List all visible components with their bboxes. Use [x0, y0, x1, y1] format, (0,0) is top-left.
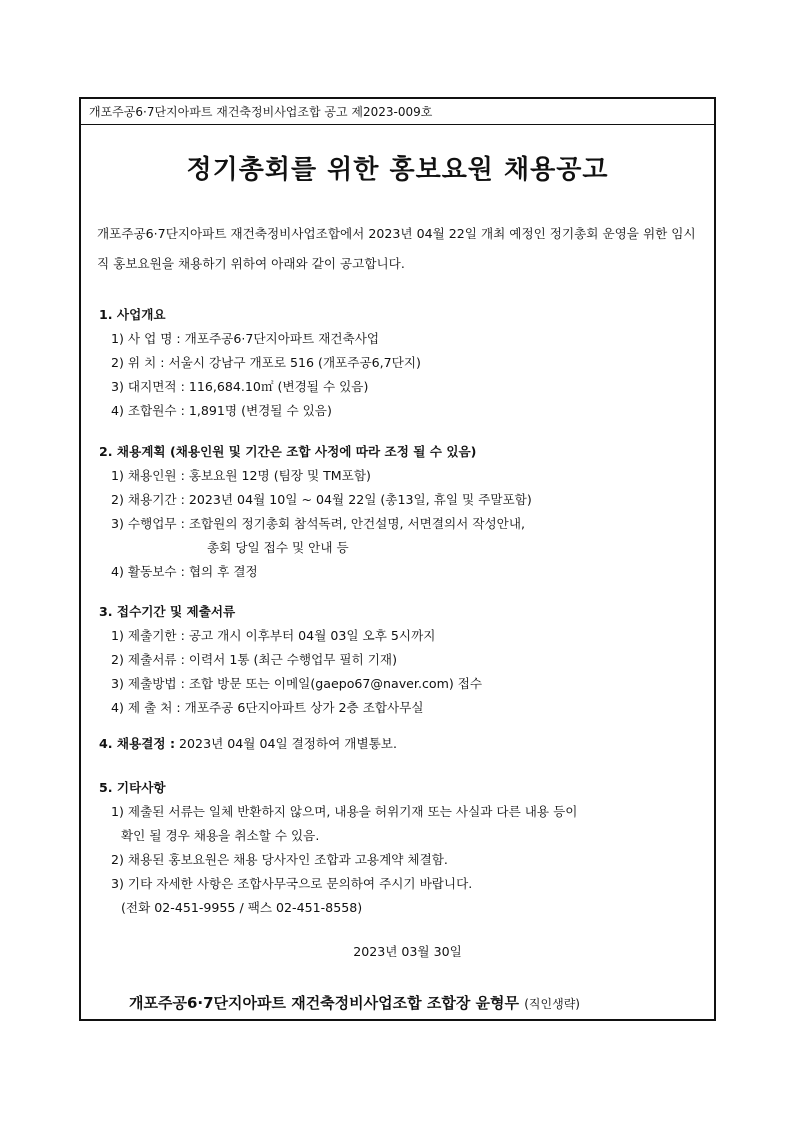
section-1-item: 1) 사 업 명 : 개포주공6·7단지아파트 재건축사업 — [111, 331, 380, 346]
notice-number: 개포주공6·7단지아파트 재건축정비사업조합 공고 제2023-009호 — [89, 105, 433, 119]
signature-text: 개포주공6·7단지아파트 재건축정비사업조합 조합장 윤형무 — [129, 994, 520, 1012]
section-3-title: 3. 접수기간 및 제출서류 — [99, 604, 236, 619]
section-3-item: 4) 제 출 처 : 개포주공 6단지아파트 상가 2층 조합사무실 — [111, 700, 424, 715]
section-3-item: 3) 제출방법 : 조합 방문 또는 이메일(gaepo67@naver.com) 접수 — [111, 676, 483, 691]
section-5-item: 2) 채용된 홍보요원은 채용 당사자인 조합과 고용계약 체결함. — [111, 852, 448, 867]
section-2-item: 1) 채용인원 : 홍보요원 12명 (팀장 및 TM포함) — [111, 468, 371, 483]
section-1-item: 2) 위 치 : 서울시 강남구 개포로 516 (개포주공6,7단지) — [111, 355, 421, 370]
intro-paragraph: 개포주공6·7단지아파트 재건축정비사업조합에서 2023년 04월 22일 개최 예정인 정기총회 운영을 위한 임시직 홍보요원을 채용하기 위하여 아래와 같이 공고합니다. — [97, 226, 696, 271]
section-1-item: 4) 조합원수 : 1,891명 (변경될 수 있음) — [111, 403, 332, 418]
section-2-item-continued: 총회 당일 접수 및 안내 등 — [207, 540, 349, 555]
section-2-item: 3) 수행업무 : 조합원의 정기총회 참석독려, 안건설명, 서면결의서 작성안내, — [111, 516, 526, 531]
section-5-title: 5. 기타사항 — [99, 780, 166, 795]
section-5-item: 3) 기타 자세한 사항은 조합사무국으로 문의하여 주시기 바랍니다. — [111, 876, 473, 891]
section-5-item-continued: 확인 될 경우 채용을 취소할 수 있음. — [121, 828, 320, 843]
notice-frame — [79, 97, 716, 1021]
section-4-text: 2023년 04월 04일 결정하여 개별통보. — [179, 736, 397, 751]
seal-omitted-note: (직인생략) — [524, 997, 580, 1011]
section-3-item: 2) 제출서류 : 이력서 1통 (최근 수행업무 필히 기재) — [111, 652, 398, 667]
section-4-title: 4. 채용결정 : — [99, 736, 176, 751]
section-1-item: 3) 대지면적 : 116,684.10㎡ (변경될 수 있음) — [111, 379, 369, 394]
section-3-item: 1) 제출기한 : 공고 개시 이후부터 04월 03일 오후 5시까지 — [111, 628, 436, 643]
section-5-contact: (전화 02-451-9955 / 팩스 02-451-8558) — [121, 900, 363, 915]
notice-date: 2023년 03월 30일 — [353, 944, 462, 959]
section-5-item: 1) 제출된 서류는 일체 반환하지 않으며, 내용을 허위기재 또는 사실과 다른 내용 등이 — [111, 804, 578, 819]
section-2-item: 4) 활동보수 : 협의 후 결정 — [111, 564, 258, 579]
section-4 — [99, 733, 397, 752]
page-title: 정기총회를 위한 홍보요원 채용공고 — [186, 155, 609, 185]
section-2-item: 2) 채용기간 : 2023년 04월 10일 ~ 04월 22일 (총13일, 휴일 및 주말포함) — [111, 492, 532, 507]
section-1-title: 1. 사업개요 — [99, 307, 166, 322]
notice-header — [81, 99, 714, 125]
section-2-title: 2. 채용계획 (채용인원 및 기간은 조합 사정에 따라 조정 될 수 있음) — [99, 444, 477, 459]
signature — [129, 992, 580, 1013]
